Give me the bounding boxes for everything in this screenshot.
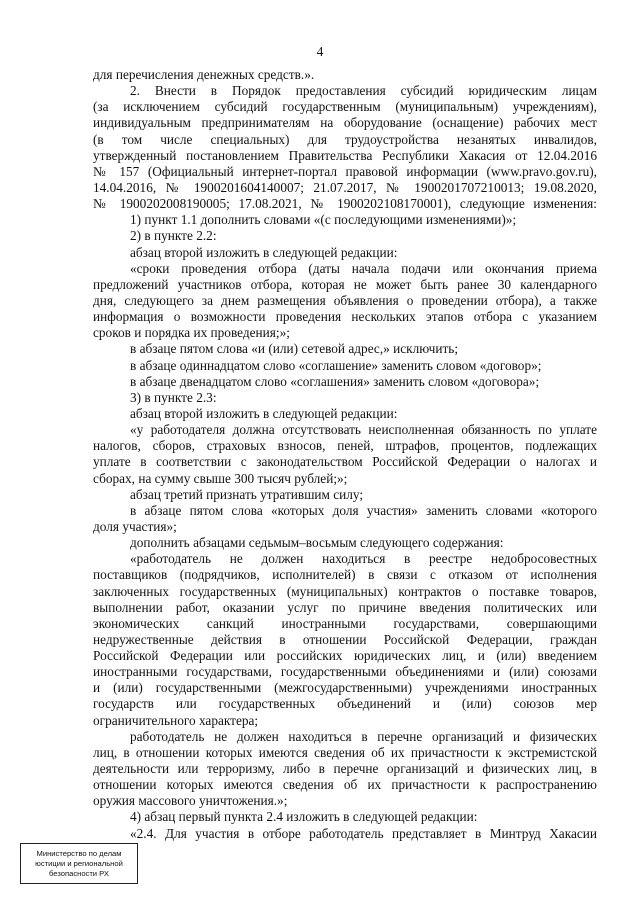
text-line: экономических санкций иностранными государствами, совершающими [93, 615, 597, 631]
text-line: абзац второй изложить в следующей редакции: [130, 244, 398, 260]
text-line: абзац второй изложить в следующей редакции: [130, 405, 398, 421]
text-line: 2) в пункте 2.2: [130, 228, 217, 244]
text-line: № 1900202008190005; 17.08.2021, № 1900202108170001), следующие изменения: [93, 196, 597, 212]
text-line: абзац третий признать утратившим силу; [130, 486, 364, 502]
text-line: отношении которых имеются сведения об их причастности к распространению [93, 777, 597, 793]
text-line: для перечисления денежных средств.». [93, 67, 315, 82]
text-line: 2. Внести в Порядок предоставления субсидий юридическим лицам [130, 83, 597, 99]
text-line: «работодатель не должен находиться в реестре недобросовестных [130, 551, 597, 567]
text-line: (в том числе специальных) для трудоустройства незанятых инвалидов, [93, 131, 597, 147]
text-line: в абзаце пятом слова «и (или) сетевой адрес,» исключить; [130, 341, 459, 357]
text-line: в абзаце пятом слова «которых доля участия» заменить словами «которого [130, 502, 597, 518]
text-line: утвержденный постановлением Правительства Республики Хакасия от 12.04.2016 [93, 147, 597, 163]
text-line: государств или государственных объединений и (или) союзов мер [93, 696, 597, 712]
text-line: информация о возможности проведения нескольких этапов отбора с указанием [93, 309, 597, 325]
text-line: в абзаце двенадцатом слово «соглашения» заменить словом «договора»; [130, 373, 540, 389]
text-line: 3) в пункте 2.3: [130, 389, 217, 405]
text-line: ограничительного характера; [93, 712, 259, 728]
text-line: предложений участников отбора, которая не может быть ранее 30 календарного [93, 276, 597, 292]
text-line: работодатель не должен находиться в перечне организаций и физических [130, 728, 597, 744]
text-line: 4) абзац первый пункта 2.4 изложить в следующей редакции: [130, 809, 478, 825]
text-line: уплате в соответствии с законодательством Российской Федерации о налогах и [93, 454, 597, 470]
text-line: (за исключением субсидий государственным (муниципальным) учреждениям), [93, 99, 597, 115]
text-line: лиц, в отношении которых имеются сведения об их причастности к экстремистской [93, 744, 597, 760]
text-line: «сроки проведения отбора (даты начала подачи или окончания приема [130, 260, 597, 276]
text-line: доля участия»; [93, 518, 177, 534]
document-body [93, 67, 597, 842]
text-line: индивидуальным предпринимателям на оборудование (оснащение) рабочих мест [93, 115, 597, 131]
stamp-line: безопасности РХ [49, 869, 109, 878]
text-line: дня, следующего за днем размещения объявления о проведении отбора), а также [93, 292, 597, 308]
text-line: «у работодателя должна отсутствовать неисполненная обязанность по уплате [130, 422, 597, 438]
text-line: поставщиков (подрядчиков, исполнителей) в связи с отказом от исполнения [93, 567, 597, 583]
text-line: 1) пункт 1.1 дополнить словами «(с последующими изменениями)»; [130, 212, 517, 228]
text-line: сборах, на сумму свыше 300 тысяч рублей;»; [93, 470, 348, 486]
text-line: «2.4. Для участия в отборе работодатель представляет в Минтруд Хакасии [130, 825, 597, 841]
stamp-line: Министерство по делам [36, 849, 122, 858]
stamp-line: юстиции и региональной [35, 859, 123, 868]
text-line: оружия массового уничтожения.»; [93, 793, 288, 809]
text-line: 14.04.2016, № 1900201604140007; 21.07.2017, № 1900201707210013; 19.08.2020, [93, 179, 597, 195]
text-line: заключенных государственных (муниципальных) контрактов о поставке товаров, [93, 583, 597, 599]
text-line: № 157 (Официальный интернет-портал правовой информации (www.pravo.gov.ru), [93, 163, 597, 179]
text-line: деятельности или терроризму, либо в перечне организаций и физических лиц, в [93, 761, 597, 777]
page-number: 4 [316, 44, 324, 59]
text-line: и (или) государственными (межгосударственными) учреждениями иностранных [93, 680, 597, 696]
text-line: выполнении работ, оказании услуг по причине введения политических или [93, 599, 597, 615]
registration-stamp [20, 843, 138, 884]
text-line: Российской Федерации или российских юридических лиц, и (или) введением [93, 648, 597, 664]
text-line: в абзаце одиннадцатом слово «соглашение» заменить словом «договор»; [130, 357, 542, 373]
text-line: иностранными государствами, государственными объединениями и (или) союзами [93, 664, 597, 680]
text-line: налогов, сборов, страховых взносов, пеней, штрафов, процентов, подлежащих [93, 438, 597, 454]
text-line: дополнить абзацами седьмым–восьмым следующего содержания: [130, 535, 504, 551]
text-line: недружественные действия в отношении Российской Федерации, граждан [93, 631, 597, 647]
text-line: сроков и порядка их проведения;»; [93, 325, 290, 341]
